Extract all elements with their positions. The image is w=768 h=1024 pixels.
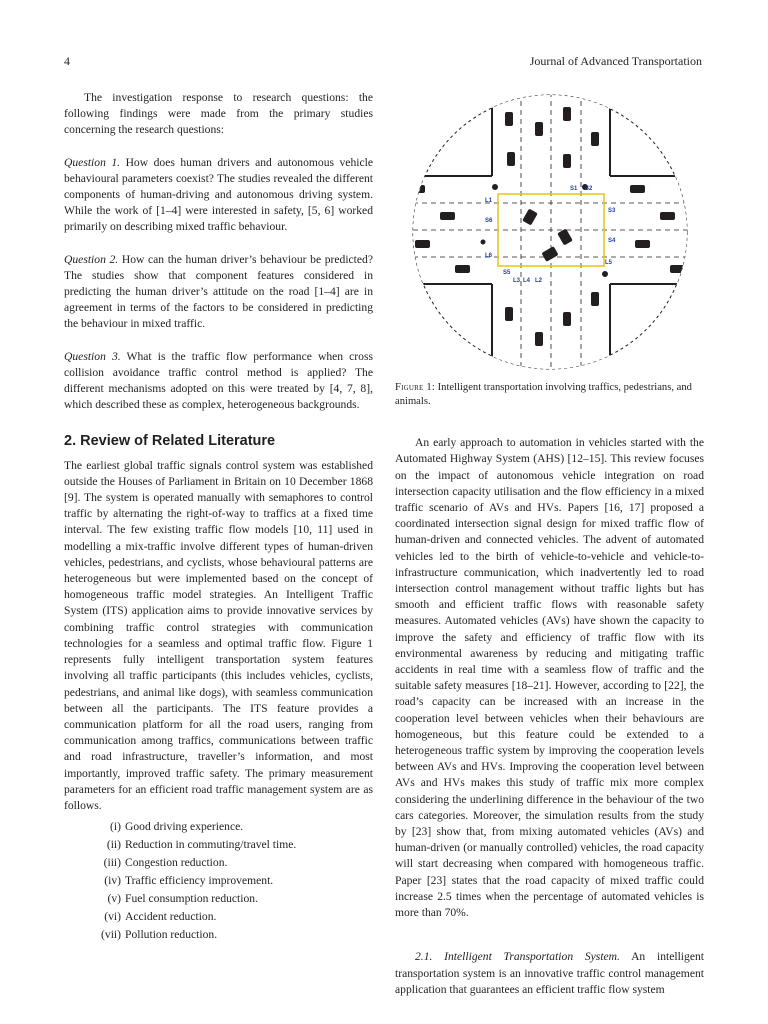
vehicle-icon xyxy=(505,307,513,321)
research-questions xyxy=(64,155,373,414)
lane-label: S1 xyxy=(570,186,578,192)
wireless-signal-icon xyxy=(417,132,437,152)
right-paragraph-1: An early approach to automation in vehicles started with the Automated Highway System (AHS) [12–15]. This review focuses on the impact of autonomous vehicle integration on road intersection capacity utilisation and the flow efficiency in a mixed traffic scenario of AVs and HVs. Papers [16, 17] proposed a coordinated intersection signal design for mixed traffic flow of human-driven and connected vehicles. The advent of automated vehicles led to the birth of vehicle-to-vehicle and vehicle-to-infrastructure communication, which inadvertently led to road intersection control management without traffic lights but has smooth and efficient traffic flows with reasonable safety measures. Automated vehicles (AVs) have shown the capacity to improve the safety and efficiency of traffic flow with its environmental awareness by reducing and mitigating traffic accidents in real time with a seamless flow of traffic and the suitable safety measures [18–21]. However, according to [22], the road’s capacity can be increased with an increase in the cooperation level between vehicles when their behaviours are homogeneous, but this feature could be extended to a heterogeneous traffic system by improving the cooperation levels between AVs and HVs. Improving the cooperation level between AVs and HVs makes this study of traffic mix more complex considering the underlining difference in the behaviour of the two cars categories. Moreover, the simulation results from the study by [23] show that, from mixing automated vehicles (AVs) and human-driven (or manually controlled) vehicles, the road capacity will start decreasing when compared with homogeneous traffic. Paper [23] states that the road capacity of mixed traffic could increase 2.5 times when the percentage of automated vehicles is more than 70%. xyxy=(395,436,704,920)
lane-label: L1 xyxy=(485,198,493,204)
lane-label: L2 xyxy=(535,278,543,284)
wireless-signal-icon xyxy=(653,312,673,332)
right-column xyxy=(395,90,704,998)
list-item: (iii) Congestion reduction. xyxy=(103,856,228,870)
vehicle-icon xyxy=(563,107,571,121)
question-2-text: How can the human driver’s behaviour be predicted? The studies show that component features considered in predicting the human driver’s attitude on the road [1–4] are in agreement in terms of the factors to be considered in predicting the behaviour in mixed traffic. xyxy=(64,252,373,331)
lane-label: L4 xyxy=(523,278,531,284)
question-1-text: How does human drivers and autonomous vehicle behavioural parameters coexist? The studies revealed the different components of human-driving and autonomous driving system. While the work of [1–4] were interested in safety, [5, 6] worked primarily on describing mixed traffic behaviour. xyxy=(64,155,373,234)
vehicle-icon xyxy=(455,265,470,273)
question-2-label: Question 2. xyxy=(64,252,119,266)
figure-caption-text: Intelligent transportation involving traffics, pedestrians, and animals. xyxy=(395,382,692,408)
vehicle-icon xyxy=(563,154,571,168)
wireless-signal-icon xyxy=(417,312,437,332)
figure-caption xyxy=(395,381,704,409)
vehicle-icon xyxy=(630,185,645,193)
list-item: (v) Fuel consumption reduction. xyxy=(107,892,258,906)
lane-label: S2 xyxy=(585,186,593,192)
lane-label: S3 xyxy=(608,208,616,214)
vehicle-icon xyxy=(660,212,675,220)
subsection-heading: 2.1. Intelligent Transportation System. xyxy=(415,950,620,964)
vehicle-icon xyxy=(440,212,455,220)
subsection xyxy=(395,949,704,998)
lane-label: L6 xyxy=(485,253,493,259)
lane-label: S6 xyxy=(485,218,493,224)
lane-label: S4 xyxy=(608,238,616,244)
list-item: (i) Good driving experience. xyxy=(110,820,244,834)
measurement-list xyxy=(64,818,373,944)
question-1 xyxy=(64,155,373,236)
vehicle-icon xyxy=(415,240,430,248)
vehicle-icon xyxy=(507,152,515,166)
list-item: (iv) Traffic efficiency improvement. xyxy=(104,874,274,888)
vehicle-icon xyxy=(591,292,599,306)
intersection-figure xyxy=(395,92,704,372)
figure-caption-label: Figure 1: xyxy=(395,382,435,394)
vehicle-icon xyxy=(535,332,543,346)
pedestrian-icon xyxy=(602,271,608,277)
subsection-text: An intelligent transportation system is an innovative traffic control management application that guarantees an efficient traffic flow system xyxy=(395,950,704,996)
page-number: 4 xyxy=(64,54,70,68)
question-3-text: What is the traffic flow performance when cross collision avoidance traffic control method is applied? The different mechanisms adopted on this were treated by [4, 7, 8], which described these as complex, heterogeneous backgrounds. xyxy=(64,349,373,412)
lane-label: L5 xyxy=(605,260,613,266)
question-2 xyxy=(64,252,373,333)
section-body: The earliest global traffic signals control system was established outside the Houses of Parliament in Britain on 10 December 1868 [9]. The system is operated manually with semaphores to control traffic by alternating the right-of-way to traffics at a fixed time interval. The few existing traffic flow models [10, 11] used in modelling a mix-traffic involve different types of human-driven vehicles, pedestrians, and cyclists, whose behavioural patterns are heterogeneous but were implemented based on the concept of homogeneous traffic model strategies. An Intelligent Traffic System (ITS) application aims to provide innovative services by combining traffic control strategies with communication technologies for a seamless and optimal traffic flow. Figure 1 represents fully intelligent transportation system features involving all traffic participants (this includes vehicles, cyclists, pedestrians, and animal like dogs), with seamless communication between all the participants. The ITS feature provides a communication platform for all the road users, ranging from communication among traffics, communications between traffic and road infrastructure, traveller’s information, and most importantly, improved traffic safety. The primary measurement parameters for an efficient road traffic management system are as follows. xyxy=(64,458,373,812)
question-3-label: Question 3. xyxy=(64,349,121,363)
journal-title: Journal of Advanced Transportation xyxy=(529,54,702,68)
list-item: (vii) Pollution reduction. xyxy=(101,928,218,942)
lane-label: S5 xyxy=(503,270,511,276)
wireless-signal-icon xyxy=(653,132,673,152)
lane-label: L3 xyxy=(513,278,521,284)
left-column xyxy=(64,90,373,944)
question-3 xyxy=(64,349,373,414)
vehicle-icon xyxy=(563,312,571,326)
vehicle-icon xyxy=(505,112,513,126)
section-heading: 2. Review of Related Literature xyxy=(64,433,276,450)
list-item: (ii) Reduction in commuting/travel time. xyxy=(106,838,297,852)
vehicle-icon xyxy=(535,122,543,136)
list-item: (vi) Accident reduction. xyxy=(104,910,217,924)
intro-paragraph: The investigation response to research questions: the following findings were made from the primary studies concerning the research questions: xyxy=(64,91,373,137)
question-1-label: Question 1. xyxy=(64,155,121,169)
vehicle-icon xyxy=(410,185,425,193)
vehicle-icon xyxy=(670,265,685,273)
vehicle-icon xyxy=(635,240,650,248)
animal-icon xyxy=(481,240,486,245)
vehicle-icon xyxy=(591,132,599,146)
pedestrian-icon xyxy=(492,184,498,190)
